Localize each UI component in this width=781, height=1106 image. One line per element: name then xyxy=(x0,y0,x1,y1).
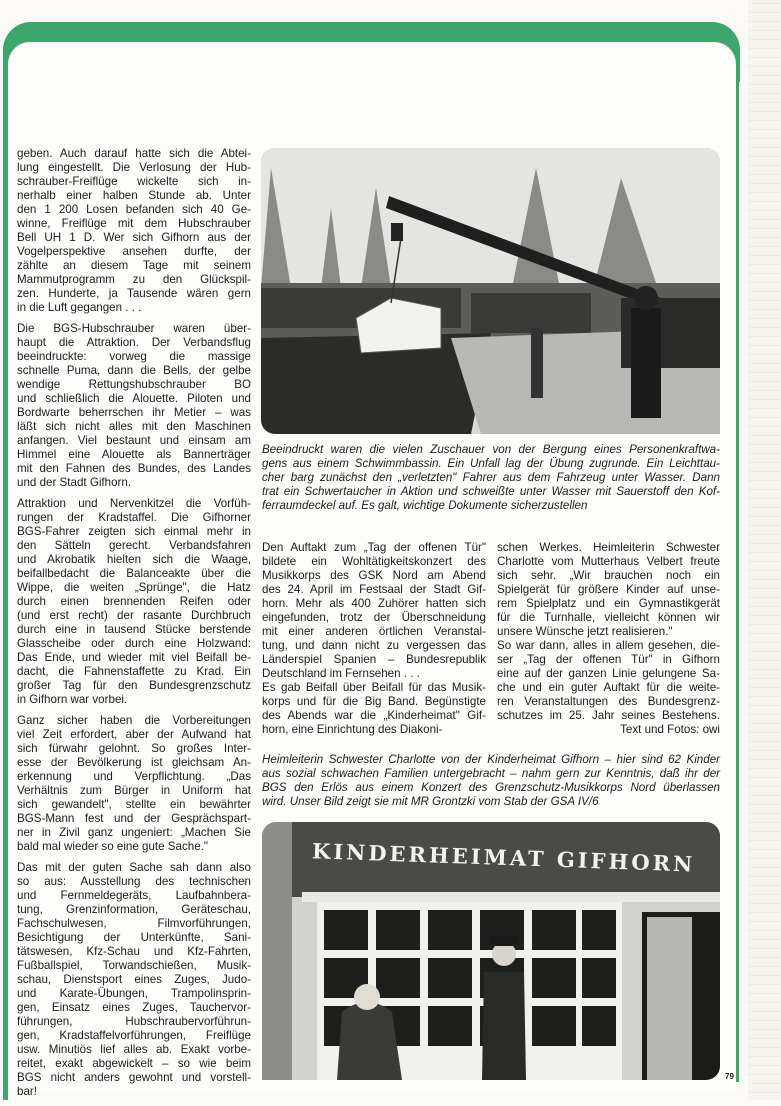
text-line: anfangen. Viel bestaunt und einsam am xyxy=(17,434,251,447)
text-line: cher barg zunächst den „verletzten" Fahrer aus dem Fahrzeug unter Wasser. Dann xyxy=(262,471,720,484)
text-line: gens aus einem Schwimmbassin. Ein Unfall lag der Übung zugrunde. Ein Leichttau- xyxy=(262,457,720,470)
text-line: tung, Grenzinformation, Geräteschau, xyxy=(17,903,251,916)
text-line: und Karate-Übungen, Trampolinsprin- xyxy=(17,987,251,1000)
text-line: führungen, Hubschraubervorführun- xyxy=(17,1015,251,1028)
text-line: nerhalb einer halben Stunde ab. Unter xyxy=(17,189,251,202)
text-line: aus sozial schwachen Familien untergebracht – nahm gern zur Kenntnis, daß ihr der xyxy=(262,767,720,780)
kinderheimat-sign-text: KINDERHEIMAT GIFHORN xyxy=(311,838,696,877)
text-line: schutzes im 25. Jahr seines Bestehens. xyxy=(497,709,720,722)
page-number: 79 xyxy=(725,1072,734,1081)
text-line: großer Tag für den Bundesgrenzschutz xyxy=(17,679,251,692)
article-middle-column xyxy=(262,541,486,744)
text-line: Deutschland im Fernsehen . . . xyxy=(262,667,420,680)
text-line: rem Spielplatz und ein Gymnastikgerät xyxy=(497,597,720,610)
text-line: Glasscheibe oder durch eine Holzwand: xyxy=(17,637,251,650)
text-line: geben. Auch darauf hatte sich die Abtei- xyxy=(17,147,251,160)
text-line: durch einen brennenden Reifen oder xyxy=(17,595,251,608)
text-line: Charlotte vom Mutterhaus Velbert freute xyxy=(497,555,720,568)
green-frame-right xyxy=(736,60,739,1082)
text-line: dacht, die Fahnenstaffette zu Krad. Ein xyxy=(17,665,251,678)
text-line: schau, Dienstsport eines Zuges, Judo- xyxy=(17,973,251,986)
text-line: usw. Minutiös lief alles ab. Exakt vorbe- xyxy=(17,1043,251,1056)
paragraph xyxy=(497,541,720,639)
text-line: Heimleiterin Schwester Charlotte von der Kinderheimat Gifhorn – hier sind 62 Kinder xyxy=(262,753,720,766)
text-line: eingefunden, trotz der Überschneidung xyxy=(262,611,486,624)
text-line: horn, eine Einrichtung des Diakoni- xyxy=(262,723,443,736)
page-edge-margin xyxy=(748,0,781,1100)
text-line: durch eine in tausend Stücke berstende xyxy=(17,623,251,636)
text-line: unsere Wünsche jetzt realisieren." xyxy=(497,625,673,638)
article-right-column xyxy=(497,541,720,744)
text-line: Bell UH 1 D. Wer sich Gifhorn aus der xyxy=(17,231,251,244)
text-line: in Gifhorn war vorbei. xyxy=(17,693,128,706)
text-line: beeindruckte: vorweg die massige xyxy=(17,350,251,363)
text-line: bar! xyxy=(17,1085,37,1098)
text-line: Fußballspiel, Torwandschießen, Musik- xyxy=(17,959,251,972)
text-line: beifallbedacht die Balanceakte über die xyxy=(17,567,251,580)
photo-caption-car-recovery xyxy=(262,443,720,520)
photo-credit: Text und Fotos: owi xyxy=(620,723,720,736)
text-line: lung eingestellt. Die Verlosung der Hub- xyxy=(17,161,251,174)
text-line: Besichtigung der Unterkünfte, Sani- xyxy=(17,931,251,944)
photo-kinderheimat xyxy=(262,822,720,1080)
text-line: tung, und dann nicht zu vergessen das xyxy=(262,639,486,652)
text-line: und schließlich die Alouette. Piloten und xyxy=(17,392,251,405)
paragraph xyxy=(262,681,486,737)
text-line: und Fernmeldegeräts, Laufbahnbera- xyxy=(17,889,251,902)
text-line: wendige Rettungshubschrauber BO xyxy=(17,378,251,391)
text-line: Fachschulwesen, Filmvorführungen, xyxy=(17,917,251,930)
text-line: des Abends war die „Kinderheimat" Gif- xyxy=(262,709,486,722)
text-line: BGS-Fahrer zeigten sich einmal mehr in xyxy=(17,525,251,538)
text-line: so aus: Ausstellung des technischen xyxy=(17,875,251,888)
text-line: zen. Hunderte, ja Tausende wären gern xyxy=(17,287,251,300)
text-line: für die Turnhalle, vielleicht können wir xyxy=(497,611,720,624)
article-left-column xyxy=(17,147,251,1106)
text-line: Beeindruckt waren die vielen Zuschauer von der Bergung eines Personenkraftwa- xyxy=(262,443,720,456)
text-line: sich fürwahr gelohnt. So großes Inter- xyxy=(17,742,251,755)
text-line: gen, Kradstaffelvorführungen, Freiflüge xyxy=(17,1029,251,1042)
paragraph xyxy=(497,639,720,737)
text-line: schnelle Puma, dann die Bells, der gelbe xyxy=(17,364,251,377)
text-line: bald mal wieder so eine gute Sache." xyxy=(17,840,209,853)
text-line: bildete ein Wohltätigkeitskonzert des xyxy=(262,555,486,568)
text-line: in die Luft gegangen . . . xyxy=(17,301,142,314)
text-line: und der Stadt Gifhorn. xyxy=(17,476,132,489)
text-line: ren Veranstaltungen des Bundesgrenz- xyxy=(497,695,720,708)
text-line: wird. Unser Bild zeigt sie mit MR Grontzki vom Stab der GSA IV/6 xyxy=(262,795,599,808)
text-line: eine auf der ganzen Linie gelungene Sa- xyxy=(497,667,720,680)
text-line: Musikkorps des GSK Nord am Abend xyxy=(262,569,486,582)
photo-caption-kinderheimat xyxy=(262,753,720,816)
text-line: ferraumdeckel auf. Es galt, wichtige Dokumente sicherzustellen xyxy=(262,499,588,512)
text-line: des 24. April im Festsaal der Stadt Gif- xyxy=(262,583,486,596)
text-line: rungen der Kradstaffel. Die Gifhorner xyxy=(17,511,251,524)
text-line: Vogelperspektive ansehen durfte, der xyxy=(17,245,251,258)
text-line: sich gewandelt", stellte ein bewährter xyxy=(17,798,251,811)
text-line: Mammutprogramm zu den Glückspil- xyxy=(17,273,251,286)
text-line: winne, Freiflüge mit dem Hubschrauber xyxy=(17,217,251,230)
text-line: schen Werkes. Heimleiterin Schwester xyxy=(497,541,720,554)
text-line: ser „Tag der offenen Tür" in Gifhorn xyxy=(497,653,720,666)
paragraph xyxy=(17,861,251,1099)
text-line: den 1 200 Losen befanden sich 40 Ge- xyxy=(17,203,251,216)
paragraph xyxy=(17,714,251,854)
text-line: haupt die Attraktion. Der Verbandsflug xyxy=(17,336,251,349)
text-line: BGS-Mann fest und der Gesprächspart- xyxy=(17,812,251,825)
text-line: BGS nicht anders gewohnt und vorstell- xyxy=(17,1071,251,1084)
paragraph xyxy=(262,443,720,513)
text-line: schrauber-Freiflüge wickelte sich in- xyxy=(17,175,251,188)
paragraph xyxy=(17,147,251,315)
text-line: reitet, exakt abgewickelt – so wie beim xyxy=(17,1057,251,1070)
text-line: viel Zeit erfordert, aber der Aufwand hat xyxy=(17,728,251,741)
photo-car-recovery-image xyxy=(261,148,720,434)
text-line: erkennung und Verpflichtung. „Das xyxy=(17,770,251,783)
text-line: (und erst recht) der rasante Durchbruch xyxy=(17,609,251,622)
text-line: Das mit der guten Sache sah dann also xyxy=(17,861,251,874)
text-line: tätswesen, Kfz-Schau und Kfz-Fahrten, xyxy=(17,945,251,958)
text-line: che und ein guter Auftakt für die weite- xyxy=(497,681,720,694)
text-line: Den Auftakt zum „Tag der offenen Tür" xyxy=(262,541,486,554)
photo-car-recovery xyxy=(261,148,720,434)
paragraph xyxy=(262,541,486,681)
text-line: So war dann, alles in allem gesehen, die- xyxy=(497,639,720,652)
text-line: horn. Mehr als 400 Zuhörer hatten sich xyxy=(262,597,486,610)
text-line: ner in Zivil ganz ungeniert: „Machen Sie xyxy=(17,826,251,839)
text-line: den Sätteln gerecht. Verbandsfahren xyxy=(17,539,251,552)
text-line: Wippe, die weiten „Sprünge", die Hatz xyxy=(17,581,251,594)
text-line: Bordwarte beherrschen ihr Metier – was xyxy=(17,406,251,419)
text-line: Attraktion und Nervenkitzel die Vorfüh- xyxy=(17,497,251,510)
paragraph xyxy=(17,497,251,707)
text-line: Spielgerät für größere Kinder auf unse- xyxy=(497,583,720,596)
text-line: Verhältnis zum Bürger in Uniform hat xyxy=(17,784,251,797)
text-line: Ganz sicher haben die Vorbereitungen xyxy=(17,714,251,727)
text-line: sich sehr. „Wir brauchen noch ein xyxy=(497,569,720,582)
text-line: läßt sich nicht alles mit den Maschinen xyxy=(17,420,251,433)
text-line: und Akrobatik hielten sich die Waage, xyxy=(17,553,251,566)
text-line: gen, Einsatz eines Zuges, Tauchervor- xyxy=(17,1001,251,1014)
text-line: Es gab Beifall über Beifall für das Musik- xyxy=(262,681,486,694)
paragraph xyxy=(17,322,251,490)
text-line: BGS den Erlös aus einem Konzert des Grenzschutz-Musikkorps Nord überlassen xyxy=(262,781,720,794)
text-line: Die BGS-Hubschrauber waren über- xyxy=(17,322,251,335)
text-line: mit den Fahnen des Bundes, des Landes xyxy=(17,462,251,475)
text-line: trat ein Schwertaucher in Aktion und schweißte unter Wasser mit Sauerstoff den Kof- xyxy=(262,485,720,498)
text-line: korps und für die Big Band. Begünstigte xyxy=(262,695,486,708)
paragraph xyxy=(262,753,720,809)
text-line: Himmel eine Alouette als Bannerträger xyxy=(17,448,251,461)
text-line: zählte an diesem Tage mit seinem xyxy=(17,259,251,272)
text-line: esse der Bevölkerung ist gleichsam An- xyxy=(17,756,251,769)
text-line: mit einer anderen örtlichen Veranstal- xyxy=(262,625,486,638)
text-line: Das Ende, und wieder mit viel Beifall be- xyxy=(17,651,251,664)
text-line: Länderspiel Spanien – Bundesrepublik xyxy=(262,653,486,666)
